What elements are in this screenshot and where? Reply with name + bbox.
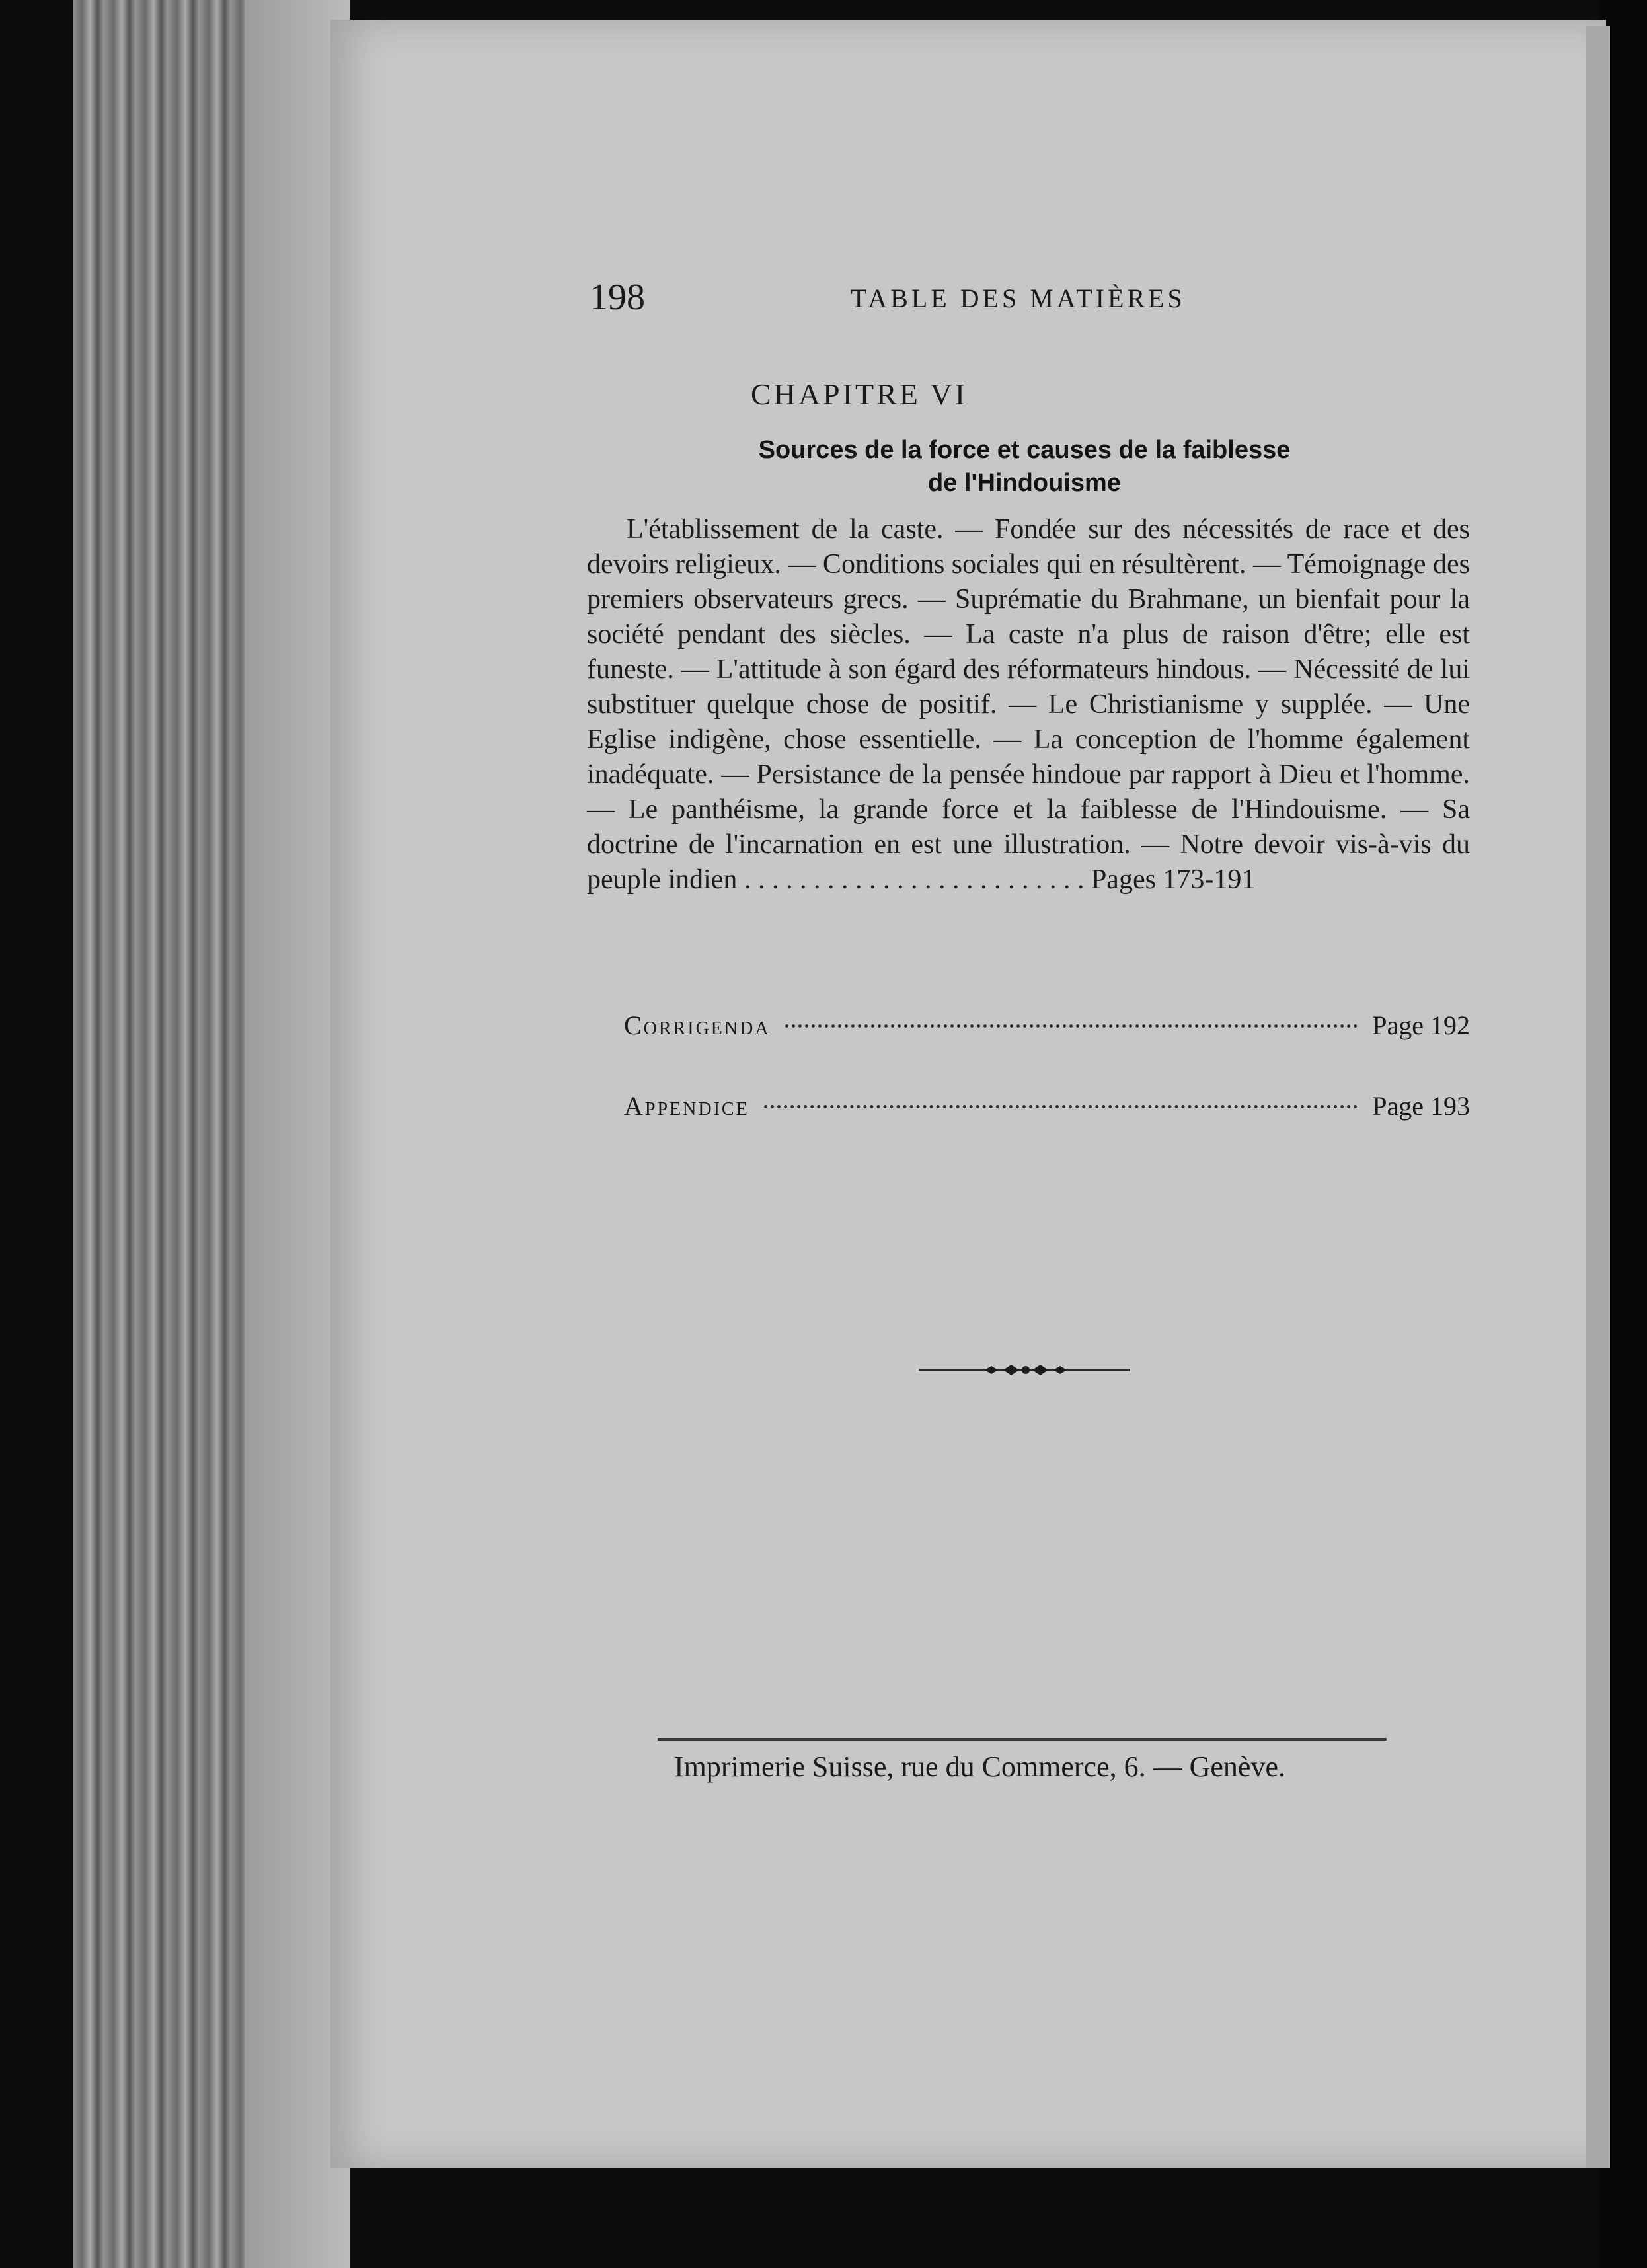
- toc-entry-page: Page 192: [1372, 1010, 1470, 1040]
- page-header: [590, 276, 1224, 329]
- ornament-divider: [919, 1360, 1130, 1380]
- chapter-summary: [587, 512, 1470, 897]
- printer-imprint: Imprimerie Suisse, rue du Commerce, 6. — Genève.: [674, 1751, 1285, 1783]
- chapter-title: [661, 434, 1388, 500]
- summary-leader-dots: . . . . . . . . . . . . . . . . . . . . . . . . .: [744, 864, 1091, 895]
- chapter-label: CHAPITRE VI: [750, 377, 968, 411]
- chapter-title-line-2: de l'Hindouisme: [928, 469, 1121, 497]
- leader-dots: [764, 1105, 1358, 1108]
- imprint-rule: [658, 1738, 1387, 1741]
- leader-dots: [785, 1024, 1358, 1028]
- page-number: 198: [590, 277, 645, 318]
- chapter-pages: Pages 173-191: [1091, 864, 1256, 895]
- toc-entry-page: Page 193: [1372, 1091, 1470, 1121]
- toc-entry-appendice: [624, 1090, 1470, 1130]
- toc-entry-corrigenda: [624, 1010, 1470, 1049]
- chapter-summary-text: L'établissement de la caste. — Fondée sur des nécessités de race et des devoirs religieux. — Conditions sociales qui en résultèrent. — Témoignage des premiers observateurs grecs. — Suprématie du Brahmane, un bienfait pour la société pendant des siècles. — La caste n'a plus de raison d'être; elle est funeste. — L'attitude à son égard des réformateurs hindous. — Nécessité de lui substituer quelque chose de positif. — Le Christianisme y supplée. — Une Eglise indigène, chose essentielle. — La conception de l'homme également inadéquate. — Persistance de la pensée hindoue par rapport à Dieu et l'homme. — Le panthéisme, la grande force et la faiblesse de l'Hindouisme. — Sa doctrine de l'incarnation en est une illustration. — Notre devoir vis-à-vis du peuple indien: [587, 514, 1470, 895]
- toc-entry-label: Appendice: [624, 1091, 749, 1121]
- chapter-title-line-1: Sources de la force et causes de la faiblesse: [758, 436, 1291, 464]
- running-head: TABLE DES MATIÈRES: [851, 284, 1186, 313]
- toc-entry-label: Corrigenda: [624, 1010, 771, 1040]
- page-right-edge: [1586, 26, 1610, 2168]
- book-page-edges: [73, 0, 350, 2268]
